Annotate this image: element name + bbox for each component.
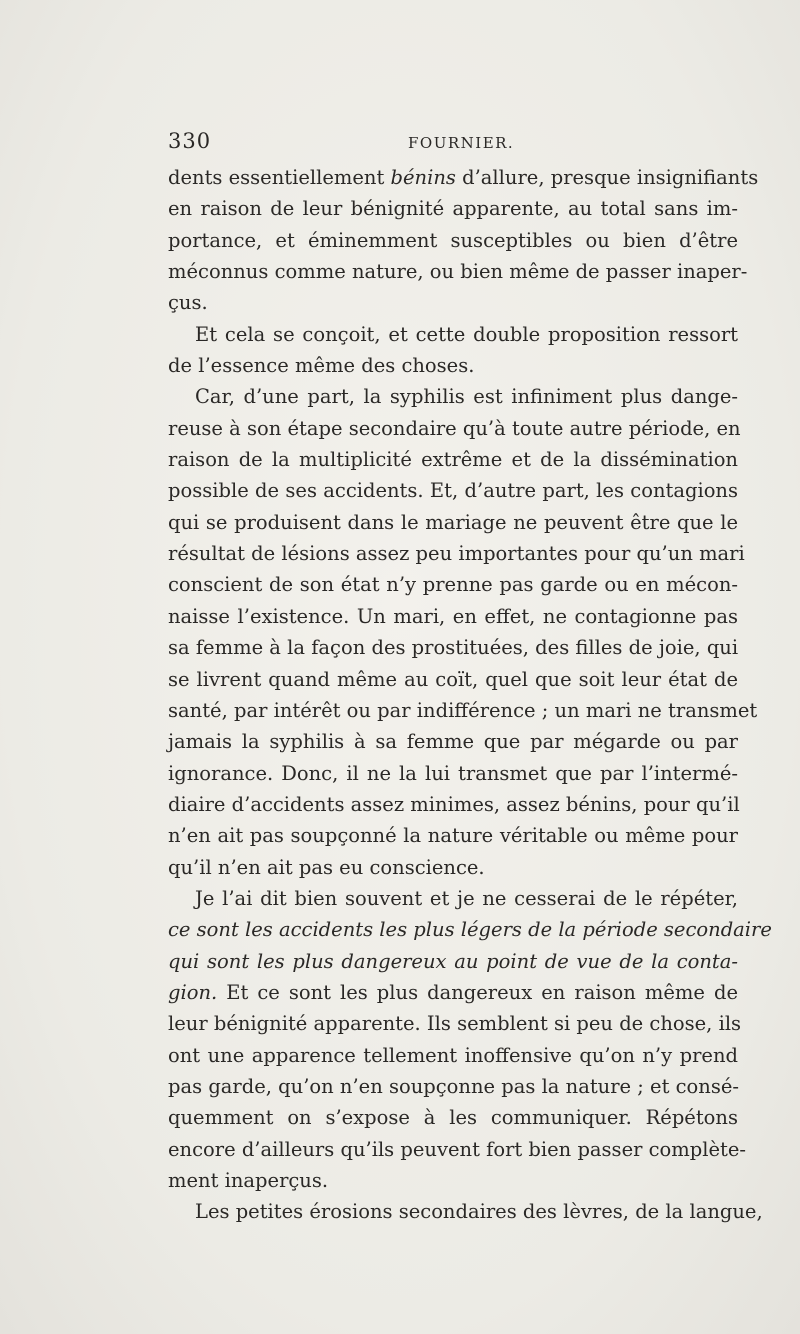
text-segment: reuse à son étape secondaire qu’à toute autre période, en — [168, 416, 741, 440]
text-segment: Et cela se conçoit, et cette double proposition ressort — [195, 322, 738, 346]
text-segment: n’en ait pas soupçonné la nature véritable ou même pour — [168, 824, 738, 848]
text-line — [168, 1165, 738, 1196]
text-line — [168, 914, 772, 945]
text-segment: se livrent quand même au coït, quel que soit leur état de — [168, 667, 738, 691]
text-segment: en raison de leur bénignité apparente, au total sans im- — [168, 197, 738, 221]
text-segment: pas garde, qu’on n’en soupçonne pas la nature ; et consé- — [168, 1074, 739, 1098]
text-segment: jamais la syphilis à sa femme que par mégarde ou par — [168, 730, 738, 754]
text-line — [168, 413, 741, 444]
text-line — [168, 319, 738, 350]
text-line — [168, 193, 738, 224]
text-line — [168, 1008, 742, 1039]
text-segment: Je l’ai dit bien souvent et je ne cesserai de le répéter, — [195, 886, 738, 910]
text-segment: sa femme à la façon des prostituées, des filles de joie, qui — [168, 636, 739, 660]
text-segment: portance, et éminemment susceptibles ou bien d’être — [168, 228, 738, 252]
text-line — [168, 852, 738, 883]
italic-text: gion. — [168, 980, 218, 1004]
text-line — [168, 632, 738, 663]
text-line — [168, 946, 738, 977]
text-segment: dents essentiellement — [168, 166, 391, 189]
text-line — [168, 162, 759, 193]
text-line — [168, 726, 738, 757]
text-segment: Car, d’une part, la syphilis est infiniment plus dange- — [195, 385, 738, 409]
text-line — [168, 601, 738, 632]
text-segment: qui se produisent dans le mariage ne peuvent être que le — [168, 510, 738, 534]
italic-text: ce sont les accidents les plus légers de la période secondaire — [168, 918, 772, 942]
page-number: 330 — [168, 129, 212, 153]
text-line — [168, 883, 738, 914]
text-line — [168, 350, 738, 381]
text-line — [168, 1196, 763, 1227]
text-segment: ont une apparence tellement inoffensive qu’on n’y prend — [168, 1043, 738, 1067]
text-line — [168, 1040, 738, 1071]
text-segment: Et ce sont les plus dangereux en raison même de — [217, 980, 738, 1004]
text-line — [168, 507, 738, 538]
text-line — [168, 444, 738, 475]
text-line — [168, 977, 738, 1008]
text-segment: ignorance. Donc, il ne la lui transmet que par l’intermé- — [168, 761, 738, 785]
page-header — [168, 129, 738, 159]
text-segment: leur bénignité apparente. Ils semblent si peu de chose, ils — [168, 1012, 742, 1036]
text-segment: conscient de son état n’y prenne pas garde ou en mécon- — [168, 573, 738, 597]
italic-text: bénins — [390, 166, 456, 189]
text-segment: diaire d’accidents assez minimes, assez bénins, pour qu’il — [168, 792, 740, 816]
text-segment: méconnus comme nature, ou bien même de passer inaper- — [168, 260, 748, 284]
text-line — [168, 475, 738, 506]
text-segment: raison de la multiplicité extrême et de la dissémination — [168, 448, 738, 472]
text-segment: santé, par intérêt ou par indifférence ; un mari ne transmet — [168, 698, 758, 722]
text-segment: encore d’ailleurs qu’ils peuvent fort bien passer complète- — [168, 1137, 747, 1161]
text-segment: possible de ses accidents. Et, d’autre part, les contagions — [168, 479, 738, 503]
text-segment: qu’il n’en ait pas eu conscience. — [168, 855, 485, 879]
text-line — [168, 695, 758, 726]
body-text — [168, 162, 772, 1228]
text-line — [168, 789, 738, 820]
text-segment: d’allure, presque insignifiants — [455, 166, 759, 189]
text-segment: Les petites érosions secondaires des lèvres, de la langue, — [195, 1200, 763, 1224]
text-line — [168, 256, 748, 287]
text-line — [168, 758, 738, 789]
text-segment: de l’essence même des choses. — [168, 354, 475, 378]
text-line — [168, 1071, 738, 1102]
text-segment: çus. — [168, 291, 208, 315]
text-line — [168, 538, 745, 569]
text-line — [168, 1134, 747, 1165]
text-segment: résultat de lésions assez peu importantes pour qu’un mari — [168, 542, 745, 566]
text-segment: naisse l’existence. Un mari, en effet, ne contagionne pas — [168, 604, 738, 628]
text-segment: quemment on s’expose à les communiquer. Répétons — [168, 1106, 738, 1130]
text-line — [168, 287, 738, 318]
running-head: FOURNIER. — [408, 134, 515, 152]
text-segment: ment inaperçus. — [168, 1169, 329, 1192]
text-line — [168, 381, 738, 412]
text-line — [168, 1102, 738, 1133]
text-line — [168, 664, 738, 695]
italic-text: qui sont les plus dangereux au point de vue de la conta- — [168, 949, 738, 973]
text-line — [168, 225, 738, 256]
text-line — [168, 569, 738, 600]
text-line — [168, 820, 738, 851]
